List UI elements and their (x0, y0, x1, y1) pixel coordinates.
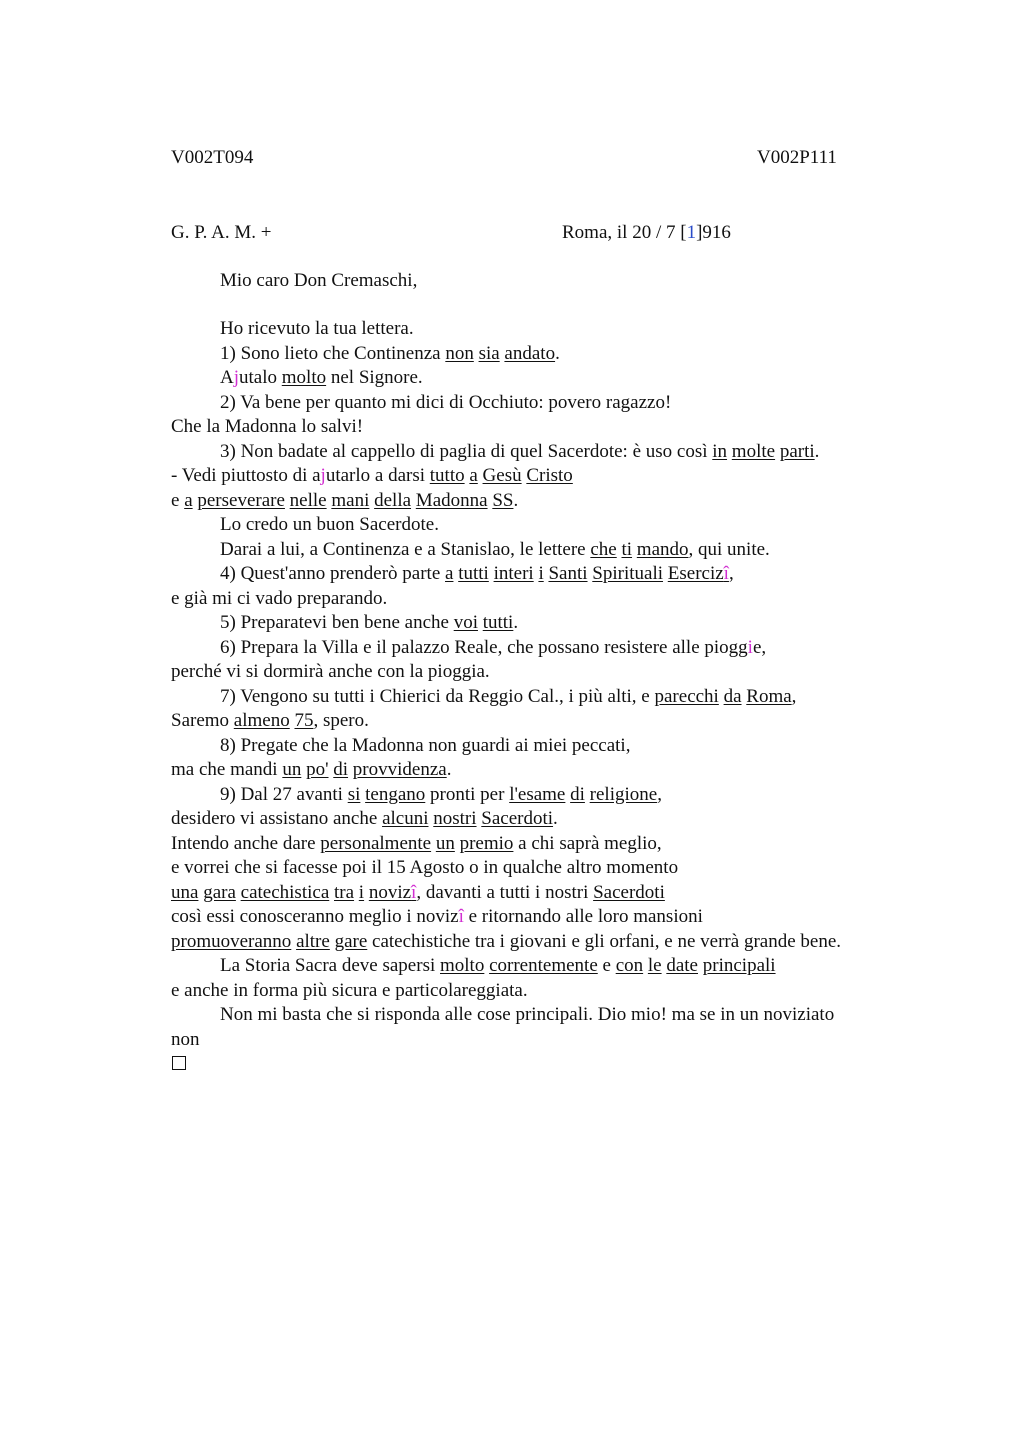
underlined-text: di (333, 759, 349, 780)
underlined-text: in (712, 440, 728, 462)
text-run: e, (752, 636, 767, 658)
page-end-marker (172, 1051, 186, 1075)
underlined-text: date (666, 955, 698, 976)
text-run: , (657, 783, 662, 805)
body-line (171, 464, 931, 489)
text-run: La Storia Sacra deve sapersi (220, 955, 440, 976)
underlined-text: promuoveranno (171, 930, 292, 952)
text-run: e ritornando alle loro mansioni (463, 906, 703, 927)
text-run: Darai a lui, a Continenza e a Stanislao, le lettere (220, 538, 591, 560)
underlined-text: Sacerdoti (481, 808, 554, 829)
underlined-text: le (647, 955, 662, 976)
underlined-text: gara (203, 881, 236, 903)
underlined-text: i (358, 881, 365, 903)
text-run: Ho ricevuto la tua lettera. (220, 318, 414, 339)
underlined-text: andato (504, 342, 556, 364)
body-line (171, 1003, 931, 1028)
text-run: , spero. (313, 710, 369, 731)
underlined-text: gare (334, 930, 368, 952)
body-line (171, 587, 931, 612)
text-run: , qui unite. (688, 538, 770, 560)
text-run: i (747, 636, 753, 658)
body-line (171, 489, 931, 514)
body-line (171, 415, 931, 440)
text-run: Saremo (171, 710, 234, 731)
underlined-text: una (171, 881, 199, 903)
underlined-text: mani (331, 489, 370, 511)
body-line (171, 685, 931, 710)
underlined-text: sia (478, 342, 500, 364)
text-run: 2) Va bene per quanto mi dici di Occhiuto: povero ragazzo! (220, 391, 672, 413)
underlined-text: po' (306, 759, 329, 780)
body-line (171, 881, 931, 906)
text-run: . (513, 489, 519, 511)
underlined-text: novizî (368, 881, 417, 903)
underlined-text: a (184, 489, 193, 511)
text-run: perché vi si dormirà anche con la pioggia. (171, 661, 490, 682)
underlined-text: un (435, 832, 455, 854)
text-run: , (791, 685, 797, 707)
text-run: 1) Sono lieto che Continenza (220, 342, 446, 364)
text-run: . (814, 440, 820, 462)
text-run: . (553, 808, 558, 829)
document-code-right: V002P111 (757, 147, 837, 168)
text-run: Intendo anche dare (171, 832, 321, 854)
underlined-text: un (282, 759, 302, 780)
underlined-text: con (615, 955, 644, 976)
body-line (171, 807, 931, 832)
text-run: 5) Preparatevi ben bene anche (220, 612, 454, 633)
text-run: catechistiche tra i giovani e gli orfani, e ne verrà grande bene. (367, 930, 842, 952)
date-suffix: ]916 (696, 222, 731, 243)
underlined-text: Cristo (526, 465, 573, 486)
text-run: - Vedi piuttosto di a (171, 465, 321, 486)
underlined-text: Sacerdoti (593, 881, 665, 903)
body-line (171, 366, 931, 391)
text-run: j (320, 465, 326, 486)
underlined-text: tengano (365, 783, 426, 805)
body-line (171, 562, 931, 587)
underlined-text: Madonna (415, 489, 488, 511)
letter-date (562, 221, 731, 245)
body-line (171, 783, 931, 808)
underlined-text: premio (459, 832, 514, 854)
underlined-text: nelle (289, 489, 327, 511)
body-line (171, 440, 931, 465)
underlined-text: catechistica (240, 881, 330, 903)
body-line (171, 905, 931, 930)
underlined-text: ti (621, 538, 633, 560)
body-line (171, 832, 931, 857)
body-line (171, 342, 931, 367)
body-line (171, 513, 931, 538)
document-code-left: V002T094 (171, 147, 254, 168)
underlined-text: da (723, 685, 742, 707)
body-line (171, 709, 931, 734)
underlined-text: tutti (482, 612, 514, 633)
underlined-text: molto (440, 955, 485, 976)
underlined-text: Gesù (482, 465, 522, 486)
body-line (171, 856, 931, 881)
underlined-text: 75 (294, 710, 314, 731)
underlined-text: almeno (233, 710, 290, 731)
text-run: 8) Pregate che la Madonna non guardi ai miei peccati, (220, 734, 631, 756)
underlined-text: Santi (548, 563, 588, 584)
text-run: a chi saprà meglio, (513, 832, 662, 854)
underlined-text: a (469, 465, 478, 486)
text-run: î (458, 906, 464, 927)
underlined-text: tra (334, 881, 355, 903)
text-run: 3) Non badate al cappello di paglia di quel Sacerdote: è uso così (220, 440, 713, 462)
body-line (171, 758, 931, 783)
letterhead-mark: G. P. A. M. + (171, 222, 272, 243)
text-run: A (220, 367, 234, 388)
underlined-text: alcuni (382, 808, 429, 829)
underlined-text: della (374, 489, 412, 511)
underlined-text: religione (589, 783, 658, 805)
date-prefix: Roma, il 20 / 7 [ (562, 222, 687, 243)
text-run: e (597, 955, 616, 976)
text-run: ma che mandi (171, 759, 283, 780)
body-line (171, 954, 931, 979)
letter-body (171, 317, 931, 1052)
underlined-text: perseverare (197, 489, 285, 511)
text-run: 4) Quest'anno prenderò parte (220, 563, 446, 584)
accent-char: î (411, 881, 417, 903)
body-line (171, 979, 931, 1004)
text-run: nel Signore. (326, 367, 423, 388)
body-line (171, 391, 931, 416)
underlined-text: di (570, 783, 585, 805)
underlined-text: i (538, 563, 544, 584)
text-run: Lo credo un buon Sacerdote. (220, 514, 439, 535)
text-run: . (513, 612, 519, 633)
body-line (171, 538, 931, 563)
underlined-text: parecchi (654, 685, 719, 707)
underlined-text: Spirituali (592, 563, 664, 584)
empty-box-icon (172, 1056, 186, 1070)
body-line (171, 317, 931, 342)
text-run: , (728, 563, 734, 584)
text-run: e già mi ci vado preparando. (171, 587, 388, 609)
text-run: 6) Prepara la Villa e il palazzo Reale, che possano resistere alle piogg (220, 636, 748, 658)
underlined-text: molto (281, 367, 327, 388)
text-run: , davanti a tutti i nostri (416, 881, 594, 903)
body-line (171, 734, 931, 759)
underlined-text: mando (636, 538, 689, 560)
text-run: 9) Dal 27 avanti (220, 783, 348, 805)
underlined-text: Esercizî (667, 563, 729, 584)
text-run: così essi conosceranno meglio i noviz (171, 906, 459, 927)
text-run: utalo (239, 367, 282, 388)
underlined-text: a (445, 563, 454, 584)
underlined-text: provvidenza (352, 759, 447, 780)
text-run: e anche in forma più sicura e particolareggiata. (171, 979, 528, 1001)
body-line (171, 611, 931, 636)
text-run: e (171, 489, 185, 511)
text-run: . (555, 342, 560, 364)
underlined-text: tutto (429, 465, 465, 486)
text-run: desidero vi assistano anche (171, 808, 383, 829)
underlined-text: non (445, 342, 474, 364)
text-run: 7) Vengono su tutti i Chierici da Reggio Cal., i più alti, e (220, 685, 655, 707)
text-run: Non mi basta che si risponda alle cose principali. Dio mio! ma se in un noviziato (220, 1004, 835, 1025)
underlined-text: molte (731, 440, 776, 462)
text-run: utarlo a darsi (325, 465, 430, 486)
underlined-text: parti (779, 440, 815, 462)
underlined-text: voi (453, 612, 478, 633)
date-editorial-digit: 1 (686, 222, 697, 243)
underlined-text: che (590, 538, 617, 560)
body-line (171, 1028, 931, 1053)
underlined-text: nostri (433, 808, 477, 829)
text-run: Che la Madonna lo salvi! (171, 416, 364, 437)
underlined-text: principali (702, 955, 776, 976)
underlined-text: tutti (458, 563, 489, 584)
underlined-text: correntemente (489, 955, 598, 976)
body-line (171, 930, 931, 955)
underlined-text: si (347, 783, 361, 805)
body-line (171, 636, 931, 661)
underlined-text: altre (296, 930, 330, 952)
underlined-text: Roma (746, 685, 792, 707)
body-line (171, 660, 931, 685)
salutation: Mio caro Don Cremaschi, (220, 270, 418, 291)
underlined-text: SS (492, 489, 514, 511)
accent-char: î (723, 563, 729, 584)
text-run: non (171, 1028, 200, 1050)
underlined-text: interi (493, 563, 534, 584)
text-run: e vorrei che si facesse poi il 15 Agosto o in qualche altro momento (171, 857, 679, 878)
underlined-text: l'esame (509, 783, 566, 805)
text-run: j (233, 367, 240, 388)
underlined-text: personalmente (320, 832, 432, 854)
text-run: . (446, 759, 452, 780)
text-run: pronti per (425, 783, 510, 805)
